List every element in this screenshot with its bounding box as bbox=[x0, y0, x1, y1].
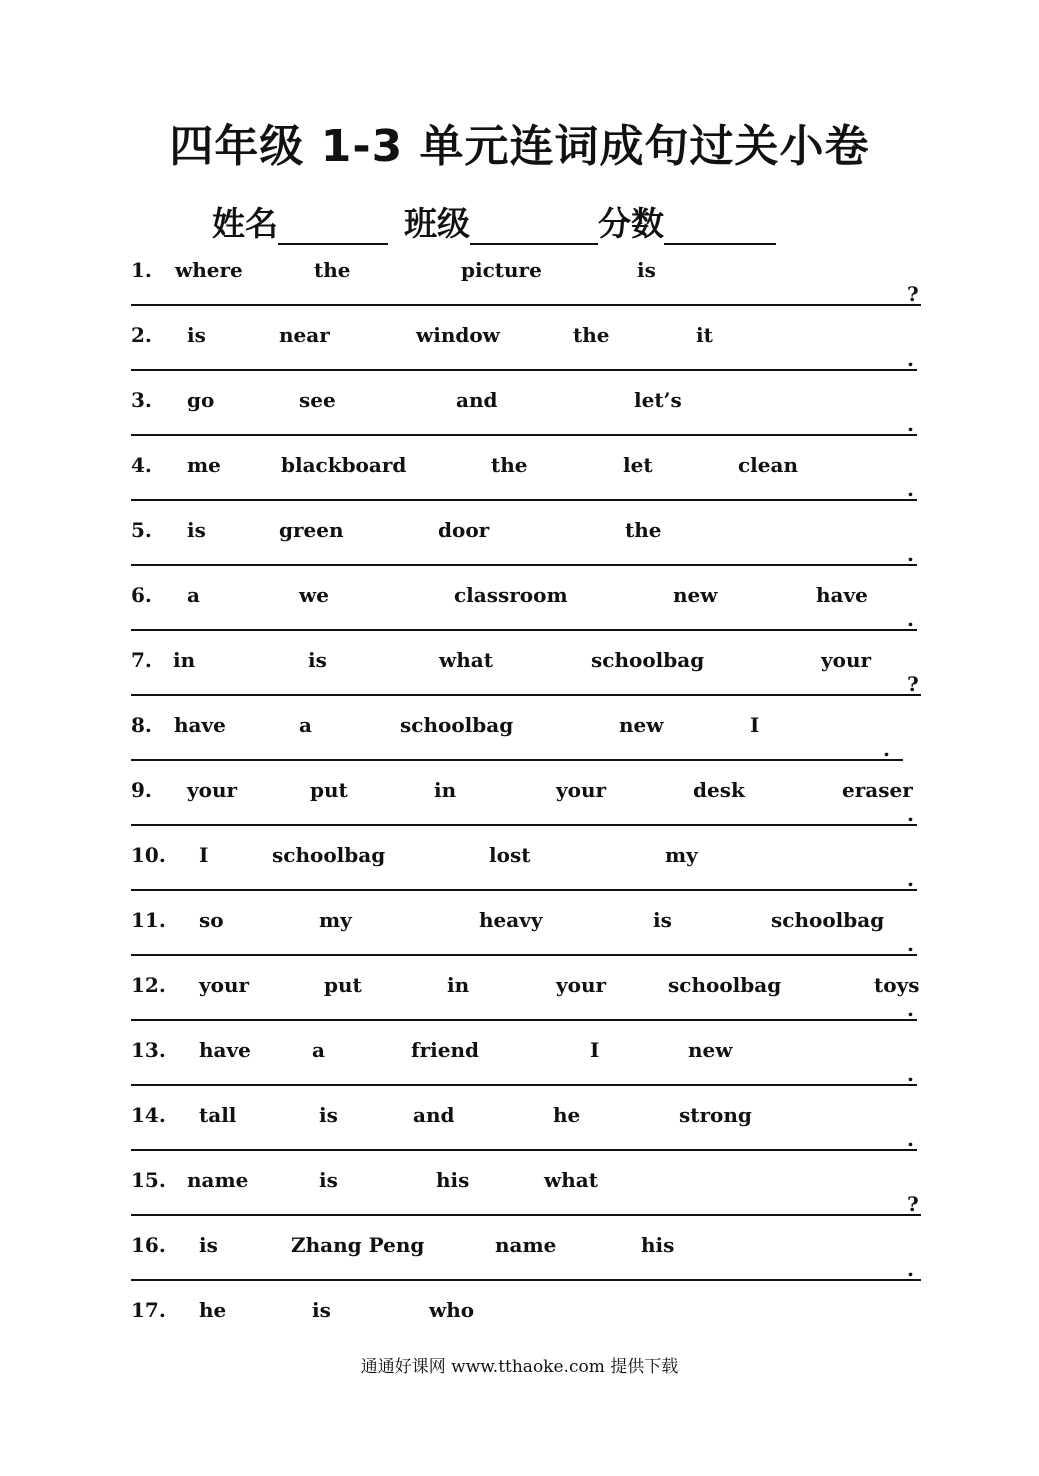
question-number: 17. bbox=[131, 1298, 166, 1322]
scrambled-word: near bbox=[279, 323, 330, 347]
scrambled-word: schoolbag bbox=[272, 843, 386, 867]
scrambled-word: desk bbox=[693, 778, 745, 802]
scrambled-word: let’s bbox=[634, 388, 682, 412]
scrambled-word: put bbox=[324, 973, 362, 997]
answer-line[interactable] bbox=[131, 1149, 917, 1151]
question-number: 4. bbox=[131, 453, 152, 477]
question-row bbox=[131, 713, 921, 778]
scrambled-word: is bbox=[637, 258, 656, 282]
scrambled-word: eraser bbox=[842, 778, 913, 802]
answer-line[interactable] bbox=[131, 369, 917, 371]
question-row bbox=[131, 388, 921, 453]
answer-line[interactable] bbox=[131, 954, 917, 956]
scrambled-word: schoolbag bbox=[400, 713, 514, 737]
end-punctuation: . bbox=[907, 802, 914, 826]
scrambled-word: I bbox=[199, 843, 209, 867]
name-label: 姓名 bbox=[212, 204, 278, 243]
answer-line[interactable] bbox=[131, 1084, 917, 1086]
scrambled-word: go bbox=[187, 388, 215, 412]
scrambled-word: I bbox=[750, 713, 760, 737]
scrambled-word: is bbox=[653, 908, 672, 932]
scrambled-word: the bbox=[491, 453, 528, 477]
score-label: 分数 bbox=[598, 204, 664, 243]
scrambled-word: have bbox=[174, 713, 226, 737]
class-blank bbox=[470, 203, 598, 245]
scrambled-word: heavy bbox=[479, 908, 543, 932]
end-punctuation: . bbox=[907, 1257, 914, 1281]
answer-line[interactable] bbox=[131, 759, 903, 761]
scrambled-word: a bbox=[187, 583, 200, 607]
question-row bbox=[131, 908, 921, 973]
question-row bbox=[131, 843, 921, 908]
answer-line[interactable] bbox=[131, 1214, 921, 1216]
answer-line[interactable] bbox=[131, 694, 921, 696]
question-row bbox=[131, 518, 921, 583]
end-punctuation: . bbox=[907, 607, 914, 631]
question-row bbox=[131, 1168, 921, 1233]
scrambled-word: picture bbox=[461, 258, 542, 282]
question-number: 2. bbox=[131, 323, 152, 347]
question-number: 3. bbox=[131, 388, 152, 412]
question-number: 15. bbox=[131, 1168, 166, 1192]
scrambled-word: is bbox=[312, 1298, 331, 1322]
end-punctuation: . bbox=[907, 412, 914, 436]
scrambled-word: new bbox=[688, 1038, 733, 1062]
question-number: 11. bbox=[131, 908, 166, 932]
scrambled-word: your bbox=[556, 778, 607, 802]
scrambled-word: and bbox=[413, 1103, 455, 1127]
scrambled-word: have bbox=[199, 1038, 251, 1062]
scrambled-word: tall bbox=[199, 1103, 237, 1127]
question-number: 5. bbox=[131, 518, 152, 542]
scrambled-word: we bbox=[299, 583, 329, 607]
scrambled-word: my bbox=[665, 843, 698, 867]
answer-line[interactable] bbox=[131, 889, 917, 891]
scrambled-word: so bbox=[199, 908, 224, 932]
scrambled-word: me bbox=[187, 453, 221, 477]
scrambled-word: Zhang Peng bbox=[291, 1233, 425, 1257]
end-punctuation: ? bbox=[907, 672, 919, 696]
scrambled-word: in bbox=[173, 648, 196, 672]
question-number: 8. bbox=[131, 713, 152, 737]
scrambled-word: your bbox=[199, 973, 250, 997]
scrambled-word: door bbox=[438, 518, 490, 542]
question-number: 7. bbox=[131, 648, 152, 672]
question-row bbox=[131, 583, 921, 648]
scrambled-word: my bbox=[319, 908, 352, 932]
scrambled-word: what bbox=[439, 648, 493, 672]
scrambled-word: and bbox=[456, 388, 498, 412]
question-number: 6. bbox=[131, 583, 152, 607]
scrambled-word: the bbox=[314, 258, 351, 282]
end-punctuation: ? bbox=[907, 1192, 919, 1216]
end-punctuation: . bbox=[907, 932, 914, 956]
scrambled-word: it bbox=[696, 323, 713, 347]
scrambled-word: window bbox=[416, 323, 500, 347]
question-row bbox=[131, 453, 921, 518]
end-punctuation: . bbox=[907, 347, 914, 371]
scrambled-word: new bbox=[619, 713, 664, 737]
scrambled-word: is bbox=[308, 648, 327, 672]
scrambled-word: a bbox=[312, 1038, 325, 1062]
class-label: 班级 bbox=[404, 204, 470, 243]
end-punctuation: . bbox=[907, 1127, 914, 1151]
scrambled-word: the bbox=[625, 518, 662, 542]
scrambled-word: the bbox=[573, 323, 610, 347]
answer-line[interactable] bbox=[131, 1279, 921, 1281]
scrambled-word: strong bbox=[679, 1103, 752, 1127]
question-number: 14. bbox=[131, 1103, 166, 1127]
answer-line[interactable] bbox=[131, 564, 917, 566]
scrambled-word: what bbox=[544, 1168, 598, 1192]
scrambled-word: name bbox=[187, 1168, 249, 1192]
answer-line[interactable] bbox=[131, 629, 917, 631]
scrambled-word: his bbox=[436, 1168, 470, 1192]
scrambled-word: your bbox=[821, 648, 872, 672]
scrambled-word: he bbox=[199, 1298, 227, 1322]
end-punctuation: . bbox=[907, 997, 914, 1021]
scrambled-word: is bbox=[319, 1103, 338, 1127]
scrambled-word: your bbox=[187, 778, 238, 802]
scrambled-word: put bbox=[310, 778, 348, 802]
scrambled-word: blackboard bbox=[281, 453, 407, 477]
scrambled-word: schoolbag bbox=[668, 973, 782, 997]
scrambled-word: lost bbox=[489, 843, 531, 867]
answer-line[interactable] bbox=[131, 499, 917, 501]
scrambled-word: he bbox=[553, 1103, 581, 1127]
worksheet-title: 四年级 1-3 单元连词成句过关小卷 bbox=[169, 121, 870, 172]
scrambled-word: is bbox=[187, 518, 206, 542]
scrambled-word: your bbox=[556, 973, 607, 997]
scrambled-word: friend bbox=[411, 1038, 479, 1062]
scrambled-word: is bbox=[199, 1233, 218, 1257]
answer-line[interactable] bbox=[131, 304, 921, 306]
end-punctuation: . bbox=[907, 867, 914, 891]
scrambled-word: let bbox=[623, 453, 653, 477]
question-number: 10. bbox=[131, 843, 166, 867]
scrambled-word: where bbox=[175, 258, 243, 282]
scrambled-word: in bbox=[447, 973, 470, 997]
question-row bbox=[131, 1038, 921, 1103]
question-number: 13. bbox=[131, 1038, 166, 1062]
end-punctuation: . bbox=[907, 542, 914, 566]
scrambled-word: name bbox=[495, 1233, 557, 1257]
question-number: 12. bbox=[131, 973, 166, 997]
question-number: 1. bbox=[131, 258, 152, 282]
question-number: 16. bbox=[131, 1233, 166, 1257]
scrambled-word: clean bbox=[738, 453, 798, 477]
answer-line[interactable] bbox=[131, 434, 917, 436]
scrambled-word: his bbox=[641, 1233, 675, 1257]
scrambled-word: see bbox=[299, 388, 336, 412]
student-info-row bbox=[212, 198, 776, 242]
scrambled-word: new bbox=[673, 583, 718, 607]
scrambled-word: classroom bbox=[454, 583, 568, 607]
end-punctuation: . bbox=[907, 477, 914, 501]
question-row bbox=[131, 323, 921, 388]
question-row bbox=[131, 258, 921, 323]
scrambled-word: in bbox=[434, 778, 457, 802]
scrambled-word: is bbox=[319, 1168, 338, 1192]
name-blank bbox=[278, 203, 388, 245]
scrambled-word: schoolbag bbox=[591, 648, 705, 672]
score-blank bbox=[664, 203, 776, 245]
question-row bbox=[131, 973, 921, 1038]
scrambled-word: schoolbag bbox=[771, 908, 885, 932]
answer-line[interactable] bbox=[131, 824, 917, 826]
end-punctuation: . bbox=[883, 737, 890, 761]
question-row bbox=[131, 1233, 921, 1298]
question-row bbox=[131, 648, 921, 713]
question-row bbox=[131, 1103, 921, 1168]
scrambled-word: I bbox=[590, 1038, 600, 1062]
footer-text: 通通好课网 www.tthaoke.com 提供下载 bbox=[360, 1357, 679, 1377]
scrambled-word: is bbox=[187, 323, 206, 347]
end-punctuation: ? bbox=[907, 282, 919, 306]
scrambled-word: a bbox=[299, 713, 312, 737]
scrambled-word: green bbox=[279, 518, 344, 542]
end-punctuation: . bbox=[907, 1062, 914, 1086]
answer-line[interactable] bbox=[131, 1019, 917, 1021]
scrambled-word: toys bbox=[874, 973, 920, 997]
scrambled-word: have bbox=[816, 583, 868, 607]
question-number: 9. bbox=[131, 778, 152, 802]
scrambled-word: who bbox=[429, 1298, 475, 1322]
question-row bbox=[131, 778, 921, 843]
